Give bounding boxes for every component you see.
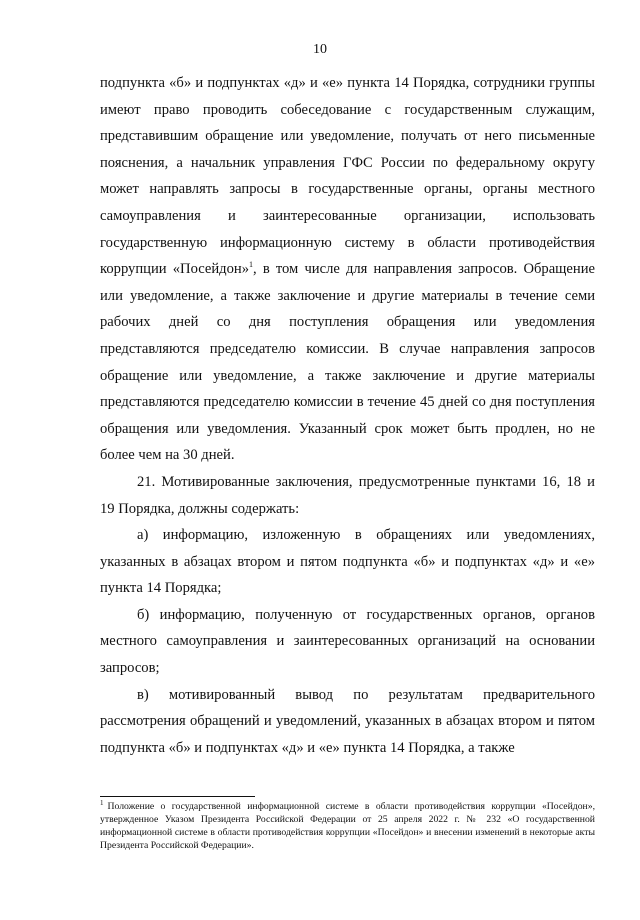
footnote-text: Положение о государственной информационной системе в области противодействия коррупции «Посейдон», утвержденное Указом Президента Российской Федерации от 25 апреля 2022 г. № 232 «О государственной информационной системе в области противодействия коррупции «Посейдон» и внесении изменений в некоторые акты Президента Российской Федерации». xyxy=(100,801,595,851)
document-body xyxy=(100,70,595,761)
paragraph-continuation xyxy=(100,70,595,469)
list-item-b: б) информацию, полученную от государственных органов, органов местного самоуправления и заинтересованных организаций на основании запросов; xyxy=(100,606,595,677)
paragraph-1-text: подпункта «б» и подпунктах «д» и «е» пункта 14 Порядка, сотрудники группы имеют право проводить собеседование с государственным служащим, представившим обращение или уведомление, получать от него письменные пояснения, а начальник управления ГФС России по федеральному округу может направлять запросы в государственные органы, органы местного самоуправления и заинтересованные организации, использовать государственную информационную систему в области противодействия коррупции «Посейдон» xyxy=(100,75,595,278)
list-item-c: в) мотивированный вывод по результатам предварительного рассмотрения обращений и уведомлений, указанных в абзацах втором и пятом подпункта «б» и подпунктах «д» и «е» пункта 14 Порядка, а также xyxy=(100,686,595,756)
list-item-a: а) информацию, изложенную в обращениях или уведомлениях, указанных в абзацах втором и пятом подпункта «б» и подпунктах «д» и «е» пункта 14 Порядка; xyxy=(100,527,595,597)
footnote xyxy=(100,800,595,852)
footnote-separator xyxy=(100,796,255,797)
paragraph-1-tail: , в том числе для направления запросов. Обращение или уведомление, а также заключение и другие материалы в течение семи рабочих дней со дня поступления обращения или уведомления представляются председателю комиссии. В случае направления запросов обращение или уведомление, а также заключение и другие материалы представляются председателю комиссии в течение 45 дней со дня поступления обращения или уведомления. Указанный срок может быть продлен, но не более чем на 30 дней. xyxy=(100,261,595,464)
page-number: 10 xyxy=(313,42,327,57)
footnote-marker: 1 xyxy=(100,799,104,807)
footnote-reference: 1 xyxy=(249,260,254,270)
paragraph-21: 21. Мотивированные заключения, предусмотренные пунктами 16, 18 и 19 Порядка, должны содержать: xyxy=(100,473,595,517)
